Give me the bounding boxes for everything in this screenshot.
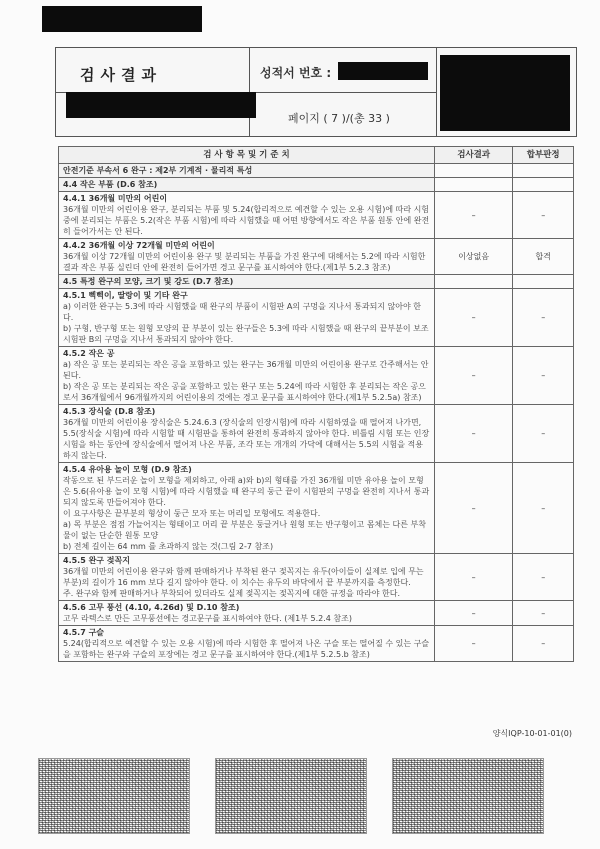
requirement-text: 작동으로 된 부드러운 놀이 모형을 제외하고, 아래 a)와 b)의 형태를 가진 36개월 미만 유아용 놀이 모형은 5.6(유아용 놀이 모형 시험)에 따라 시험했을 때 완구의 둥근 끝이 시험판의 구멍을 완전히 지나서 통과되지 않도록 만들어져야 한다. 이 요구사항은 끝부분의 형상이 둥근 모자 또는 머리일 모형에도 적용한다. a) 목 부분은 점점 가늘어지는 형태이고 머리 끝 부분은 둥글거나 원형 또는 반구형이고 몸체는 다른 부착물이 없는 단순한 원통 모양 b) 전체 길이는 64 mm 를 초과하지 않는 것(그림 2-7 참조) [63, 476, 430, 551]
judgement-cell [513, 275, 574, 289]
judgement-cell: – [513, 347, 574, 405]
section-heading: 4.5 특정 완구의 모양, 크기 및 강도 (D.7 참조) [59, 275, 435, 289]
judgement-cell: – [513, 554, 574, 601]
page-number: 페이지 ( 7 )/(총 33 ) [288, 112, 390, 125]
requirement-text: 5.24(합리적으로 예견할 수 있는 오용 시험)에 따라 시험한 후 떨어져 나온 구슬 또는 떨어질 수 있는 구슬을 포함하는 완구와 구슬의 포장에는 경고 문구를 표시하여야 한다.(제1부 5.2.5.b 참조) [63, 639, 430, 659]
requirement-text: a) 작은 공 또는 분리되는 작은 공을 포함하고 있는 완구는 36개월 미만의 어린이용 완구로 간주해서는 안 된다. b) 작은 공 또는 분리되는 작은 공을 포함하고 있는 완구 또는 5.24에 따라 시험한 후 분리되는 작은 공으로서 36개월에서 96개월까지의 어린이용의 것에는 경고 문구를 표시하여야 한다.(제1부 5.2.5a) 참조) [63, 360, 429, 402]
requirement-title: 4.5.3 장식술 (D.8 참조) [63, 407, 156, 416]
requirement-text: a) 이러한 완구는 5.3에 따라 시험했을 때 완구의 부품이 시험판 A의 구멍을 지나서 통과되지 않아야 한다. b) 구형, 반구형 또는 원형 모양의 끝 부분이 있는 완구들은 5.3에 따라 시험했을 때 완구의 끝부분이 보조 시험판 B의 구멍을 지나서 통과되지 않아야 한다. [63, 302, 429, 344]
result-cell: – [434, 601, 512, 626]
requirement-title: 4.5.6 고무 풍선 (4.10, 4.26d) 및 D.10 참조) [63, 603, 240, 612]
requirement-text: 36개월 이상 72개월 미만의 어린이용 완구 및 분리되는 부품을 가진 완구에 대해서는 5.2에 따라 시험한 결과 작은 부품 실린더 안에 완전히 들어가면 경고 문구를 표시하여야 한다.(제1부 5.2.3 참조) [63, 252, 426, 272]
judgement-cell [513, 178, 574, 192]
requirement-cell [59, 463, 435, 554]
page-title: 검사결과 [80, 66, 162, 84]
requirement-title: 4.5.2 작은 공 [63, 349, 115, 358]
requirement-title: 4.4.2 36개월 이상 72개월 미만의 어린이 [63, 241, 215, 250]
requirement-title: 4.5.1 삑삑이, 딸랑이 및 기타 완구 [63, 291, 188, 300]
requirement-title: 4.5.4 유아용 놀이 모형 (D.9 참조) [63, 465, 192, 474]
judgement-cell: – [513, 192, 574, 239]
section-row [59, 164, 574, 178]
requirement-cell [59, 405, 435, 463]
table-row [59, 192, 574, 239]
result-cell: – [434, 463, 512, 554]
security-pattern-left [38, 758, 190, 834]
requirement-cell [59, 239, 435, 275]
col-judgement: 합부판정 [513, 147, 574, 164]
requirement-text: 고무 라텍스로 만든 고무풍선에는 경고문구를 표시하여야 한다. (제1부 5.2.4 참조) [63, 614, 352, 623]
result-cell [434, 178, 512, 192]
section-row [59, 275, 574, 289]
result-cell: – [434, 554, 512, 601]
cert-number-label: 성적서 번호 : [260, 66, 332, 80]
requirement-cell [59, 626, 435, 662]
form-number: 양식IQP-10-01-01(0) [492, 729, 572, 738]
inspection-table [58, 146, 574, 662]
col-standard: 검 사 항 목 및 기 준 치 [59, 147, 435, 164]
requirement-text: 36개월 미만의 어린이용 완구, 분리되는 부품 및 5.24(합리적으로 예견할 수 있는 오용 시험)에 따라 시험 중에 분리되는 부품은 5.2(작은 부품 시험)에 따라 시험했을 때 어떤 방향에서도 작은 부품 원통 안에 완전히 들어가서는 안 된다. [63, 205, 430, 236]
result-cell: – [434, 405, 512, 463]
judgement-cell: – [513, 463, 574, 554]
requirement-cell [59, 601, 435, 626]
judgement-cell: 합격 [513, 239, 574, 275]
result-cell [434, 164, 512, 178]
requirement-text: 36개월 미만의 어린이용 완구와 함께 판매하거나 부착된 완구 젖꼭지는 유두(아이들이 실제로 입에 무는 부분)의 길이가 16 mm 보다 길지 않아야 한다. 이 치수는 유두의 바닥에서 끝 부분까지를 측정한다. 주. 완구와 함께 판매하거나 부착되어 있더라도 실제 젖꼭지는 젖꼭지에 대한 규정을 따라야 한다. [63, 567, 424, 598]
table-row [59, 405, 574, 463]
security-pattern-right [392, 758, 544, 834]
judgement-cell: – [513, 601, 574, 626]
requirement-cell [59, 289, 435, 347]
section-heading: 4.4 작은 부품 (D.6 참조) [59, 178, 435, 192]
table-row [59, 289, 574, 347]
redacted-cert-number [338, 62, 428, 80]
section-row [59, 178, 574, 192]
table-row [59, 601, 574, 626]
result-cell: 이상없음 [434, 239, 512, 275]
judgement-cell: – [513, 626, 574, 662]
judgement-cell [513, 164, 574, 178]
requirement-title: 4.5.5 완구 젖꼭지 [63, 556, 130, 565]
requirement-text: 36개월 미만의 어린이용 장식술은 5.24.6.3 (장식술의 인장시험)에 따라 시험하였을 때 떨어져 나가면, 5.5(장식술 시험)에 따라 시험할 때 시험판을 통하여 완전히 통과하지 않아야 한다. 비틀림 시험 또는 인장 시험을 하는 동안에 장식술에서 떨어져 나온 부품, 조각 또는 개개의 가닥에 대해서는 5.5의 시험을 적용하지 않는다. [63, 418, 430, 460]
result-cell: – [434, 347, 512, 405]
requirement-cell [59, 554, 435, 601]
requirement-cell [59, 192, 435, 239]
requirement-title: 4.5.7 구슬 [63, 628, 105, 637]
result-cell: – [434, 626, 512, 662]
judgement-cell: – [513, 405, 574, 463]
result-cell [434, 275, 512, 289]
result-cell: – [434, 289, 512, 347]
table-row [59, 239, 574, 275]
requirement-cell [59, 347, 435, 405]
table-row [59, 626, 574, 662]
security-pattern-center [215, 758, 367, 834]
result-cell: – [434, 192, 512, 239]
section-heading: 안전기준 부속서 6 완구 : 제2부 기계적 · 물리적 특성 [59, 164, 435, 178]
requirement-title: 4.4.1 36개월 미만의 어린이 [63, 194, 168, 203]
redacted-company [66, 92, 256, 118]
col-result: 검사결과 [434, 147, 512, 164]
redacted-top [42, 6, 202, 32]
table-row [59, 347, 574, 405]
redacted-stamp [440, 55, 570, 131]
judgement-cell: – [513, 289, 574, 347]
table-row [59, 463, 574, 554]
table-row [59, 554, 574, 601]
